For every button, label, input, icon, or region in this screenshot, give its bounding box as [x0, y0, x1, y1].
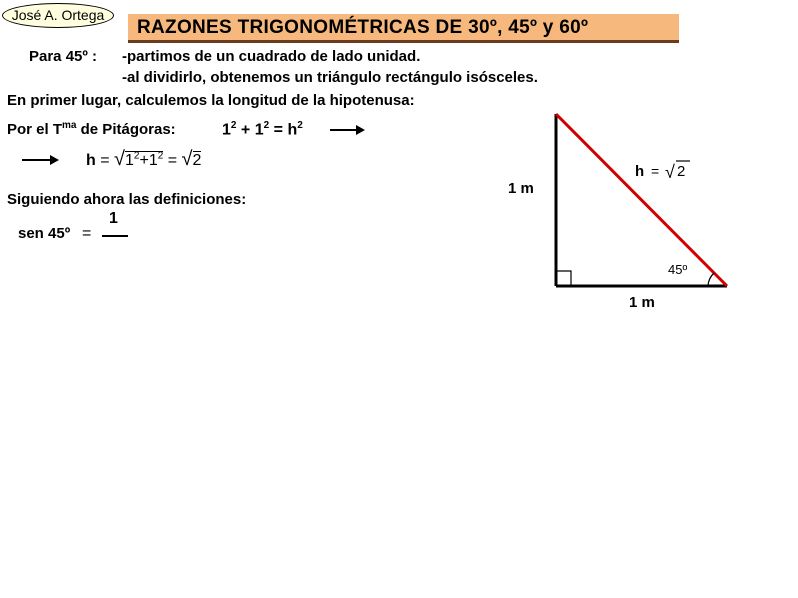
eq-h-exp: 2: [297, 120, 303, 131]
intro-line-1: -partimos de un cuadrado de lado unidad.: [122, 48, 421, 65]
sen-numerator: 1: [109, 210, 118, 227]
intro-label: Para 45º :: [29, 48, 98, 65]
h-result-value: 2: [192, 152, 202, 169]
step1-text: En primer lugar, calculemos la longitud de la hipotenusa:: [7, 92, 415, 109]
h-equals-1: =: [100, 152, 110, 169]
eq-h: h: [287, 121, 298, 139]
sqrt-icon: √: [181, 148, 193, 170]
eq-a: 1: [222, 121, 231, 139]
radicand-b-exp: 2: [157, 150, 164, 162]
hyp-label-value: 2: [677, 163, 686, 180]
eq-a-exp: 2: [230, 120, 237, 131]
eq-b: 1: [254, 121, 264, 139]
angle-arc: [708, 273, 714, 286]
sen-equals: =: [82, 225, 92, 242]
vertical-side-label: 1 m: [508, 180, 534, 197]
radicand-b: 1: [148, 152, 158, 169]
sqrt-icon: √: [114, 148, 126, 170]
eq-plus: +: [240, 121, 251, 139]
h-equals-2: =: [167, 152, 178, 169]
sqrt-icon: √: [665, 162, 675, 182]
pitagoras-label-pre: Por el T: [7, 121, 63, 138]
intro-line-2: -al dividirlo, obtenemos un triángulo rectángulo isósceles.: [122, 69, 538, 86]
triangle-hypotenuse: [556, 114, 727, 286]
page-title: RAZONES TRIGONOMÉTRICAS DE 30º, 45º y 60º: [137, 17, 589, 38]
step2-text: Siguiendo ahora las definiciones:: [7, 191, 247, 208]
right-angle-marker: [556, 271, 571, 286]
hyp-label-h: h: [635, 163, 645, 180]
pitagoras-label-sup: ma: [62, 120, 77, 131]
radicand-a: 1: [125, 152, 134, 169]
radicand-a-exp: 2: [133, 150, 140, 162]
angle-label: 45º: [668, 262, 688, 277]
eq-equals: =: [273, 121, 283, 139]
author-name: José A. Ortega: [11, 7, 105, 23]
radicand-plus: +: [139, 152, 149, 169]
horizontal-side-label: 1 m: [629, 294, 655, 311]
hyp-label-equals: =: [651, 163, 660, 179]
pitagoras-label-post: de Pitágoras:: [76, 121, 176, 138]
h-symbol: h: [86, 152, 96, 169]
sen-label: sen 45º: [18, 225, 71, 242]
eq-b-exp: 2: [263, 120, 270, 131]
